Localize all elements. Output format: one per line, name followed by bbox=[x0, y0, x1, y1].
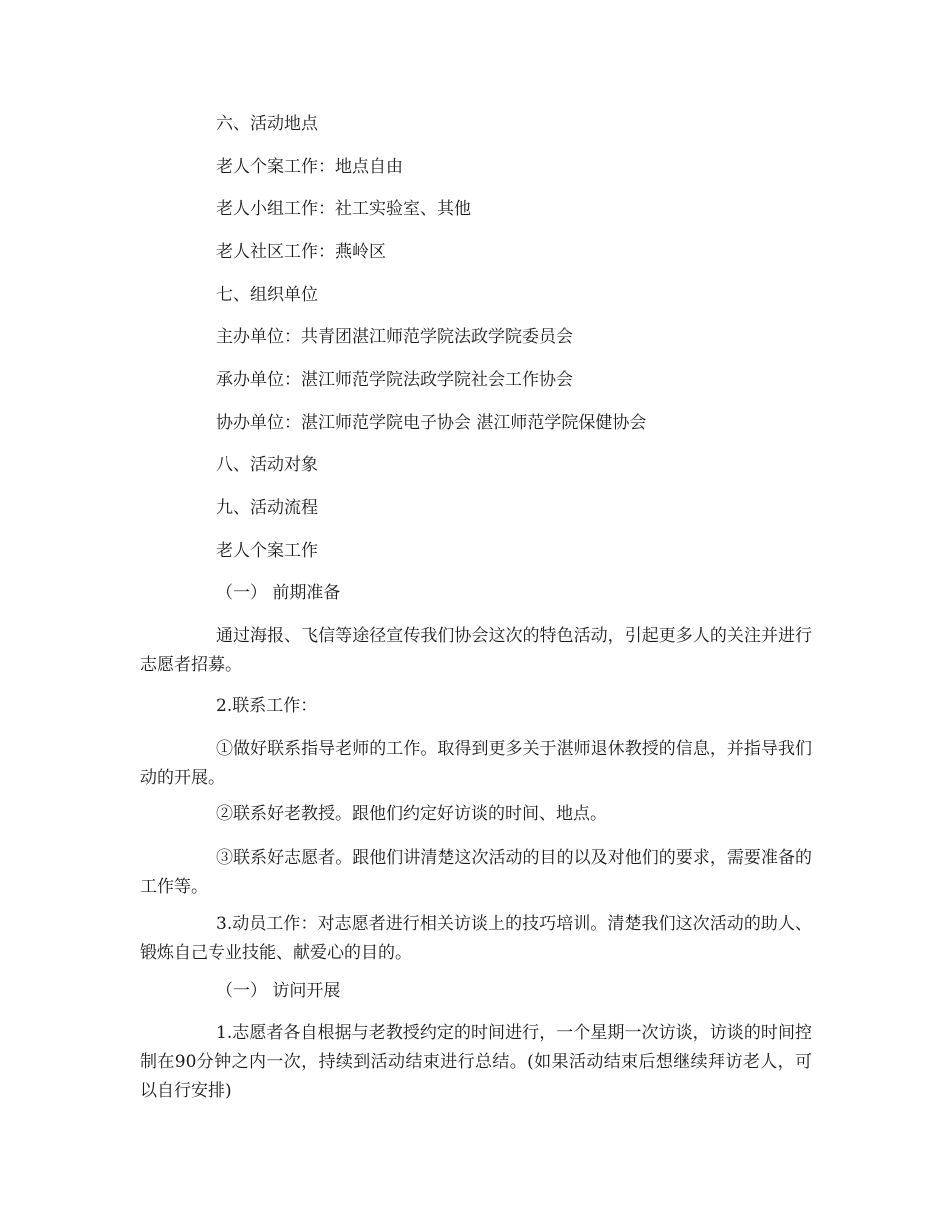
text-line: 老人社区工作：燕岭区 bbox=[216, 242, 386, 262]
text-line: 老人个案工作：地点自由 bbox=[216, 157, 403, 177]
paragraph-contact-volunteer: ③联系好志愿者。跟他们讲清楚这次活动的目的以及对他们的要求，需要准备的工作等。 bbox=[140, 848, 812, 897]
paragraph-contact-teacher: ①做好联系指导老师的工作。取得到更多关于湛师退休教授的信息，并指导我们动的开展。 bbox=[140, 739, 812, 788]
paragraph-publicity: 通过海报、飞信等途径宣传我们协会这次的特色活动，引起更多人的关注并进行志愿者招募。 bbox=[140, 626, 812, 675]
section-heading-target: 八、活动对象 bbox=[216, 455, 318, 475]
text-line: 承办单位：湛江师范学院法政学院社会工作协会 bbox=[216, 370, 573, 390]
text-line: 协办单位：湛江师范学院电子协会 湛江师范学院保健协会 bbox=[216, 413, 647, 433]
section-heading-process: 九、活动流程 bbox=[216, 498, 318, 518]
paragraph-visit: 1.志愿者各自根据与老教授约定的时间进行，一个星期一次访谈，访谈的时间控制在90分钟之内一次，持续到活动结束进行总结。(如果活动结束后想继续拜访老人，可以自行安排) bbox=[140, 1023, 812, 1101]
text-line: ②联系好老教授。跟他们约定好访谈的时间、地点。 bbox=[216, 804, 607, 824]
section-heading-organizers: 七、组织单位 bbox=[216, 285, 318, 305]
paragraph-mobilization: 3.动员工作：对志愿者进行相关访谈上的技巧培训。清楚我们这次活动的助人、锻炼自己专业技能、献爱心的目的。 bbox=[140, 914, 812, 963]
subsection-heading: （一） 前期准备 bbox=[216, 583, 341, 603]
text-line: 主办单位：共青团湛江师范学院法政学院委员会 bbox=[216, 327, 573, 347]
text-line: 老人小组工作：社工实验室、其他 bbox=[216, 199, 471, 219]
liaison-heading: 2.联系工作： bbox=[216, 696, 318, 716]
section-heading-location: 六、活动地点 bbox=[216, 114, 318, 134]
subsection-heading: 老人个案工作 bbox=[216, 541, 318, 561]
visit-heading: （一） 访问开展 bbox=[216, 981, 341, 1001]
